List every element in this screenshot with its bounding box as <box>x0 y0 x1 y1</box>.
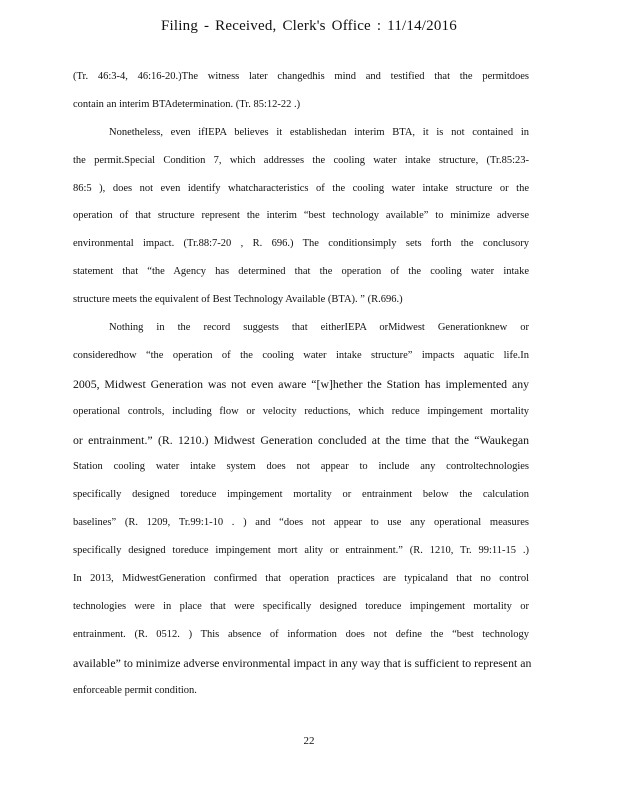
text-line: consideredhow “the operation of the cooling water intake structure” impacts aquatic life.In <box>73 349 529 361</box>
text-line: Station cooling water intake system does not appear to include any controltechnologies <box>73 461 529 473</box>
text-line: 2005, Midwest Generation was not even aware “[w]hether the Station has implemented any <box>73 376 529 391</box>
text-line: available” to minimize adverse environmental impact in any way that is sufficient to represent an <box>73 655 532 670</box>
document-body <box>73 70 532 711</box>
filing-stamp-header: Filing - Received, Clerk's Office : 11/14/2016 <box>161 18 457 34</box>
text-line: baselines” (R. 1209, Tr.99:1-10 . ) and “does not appear to use any operational measures <box>73 517 529 529</box>
text-line: or entrainment.” (R. 1210.) Midwest Generation concluded at the time that the “Waukegan <box>73 432 529 447</box>
text-line: enforceable permit condition. <box>73 684 197 696</box>
text-line: the permit.Special Condition 7, which addresses the cooling water intake structure, (Tr.85:23- <box>73 154 529 166</box>
text-line: operation of that structure represent the interim “best technology available” to minimize adverse <box>73 210 529 222</box>
text-line: entrainment. (R. 0512. ) This absence of information does not define the “best technology <box>73 628 529 640</box>
text-line: Nothing in the record suggests that eitherIEPA orMidwest Generationknew or <box>109 322 529 334</box>
text-line: (Tr. 46:3-4, 46:16-20.)The witness later changedhis mind and testified that the permitdoes <box>73 71 529 82</box>
text-line: specifically designed toreduce impingement mortality or entrainment below the calculation <box>73 489 529 501</box>
text-line: Nonetheless, even ifIEPA believes it establishedan interim BTA, it is not contained in <box>109 126 529 138</box>
text-line: statement that “the Agency has determined that the operation of the cooling water intake <box>73 266 529 278</box>
page-number: 22 <box>303 735 315 747</box>
text-line: technologies were in place that were specifically designed toreduce impingement mortality or <box>73 600 529 612</box>
text-line: contain an interim BTAdetermination. (Tr. 85:12-22 .) <box>73 98 301 110</box>
text-line: specifically designed toreduce impingement mort ality or entrainment.” (R. 1210, Tr. 99:11-15 .) <box>73 545 529 557</box>
text-line: structure meets the equivalent of Best Technology Available (BTA). ” (R.696.) <box>73 294 403 306</box>
text-line: operational controls, including flow or velocity reductions, which reduce impingement mortality <box>73 405 529 417</box>
text-line: 86:5 ), does not even identify whatcharacteristics of the cooling water intake structure or the <box>73 182 529 194</box>
text-line: environmental impact. (Tr.88:7-20 , R. 696.) The conditionsimply sets forth the conclusory <box>73 238 529 250</box>
text-line: In 2013, MidwestGeneration confirmed that operation practices are typicaland that no control <box>73 573 529 585</box>
